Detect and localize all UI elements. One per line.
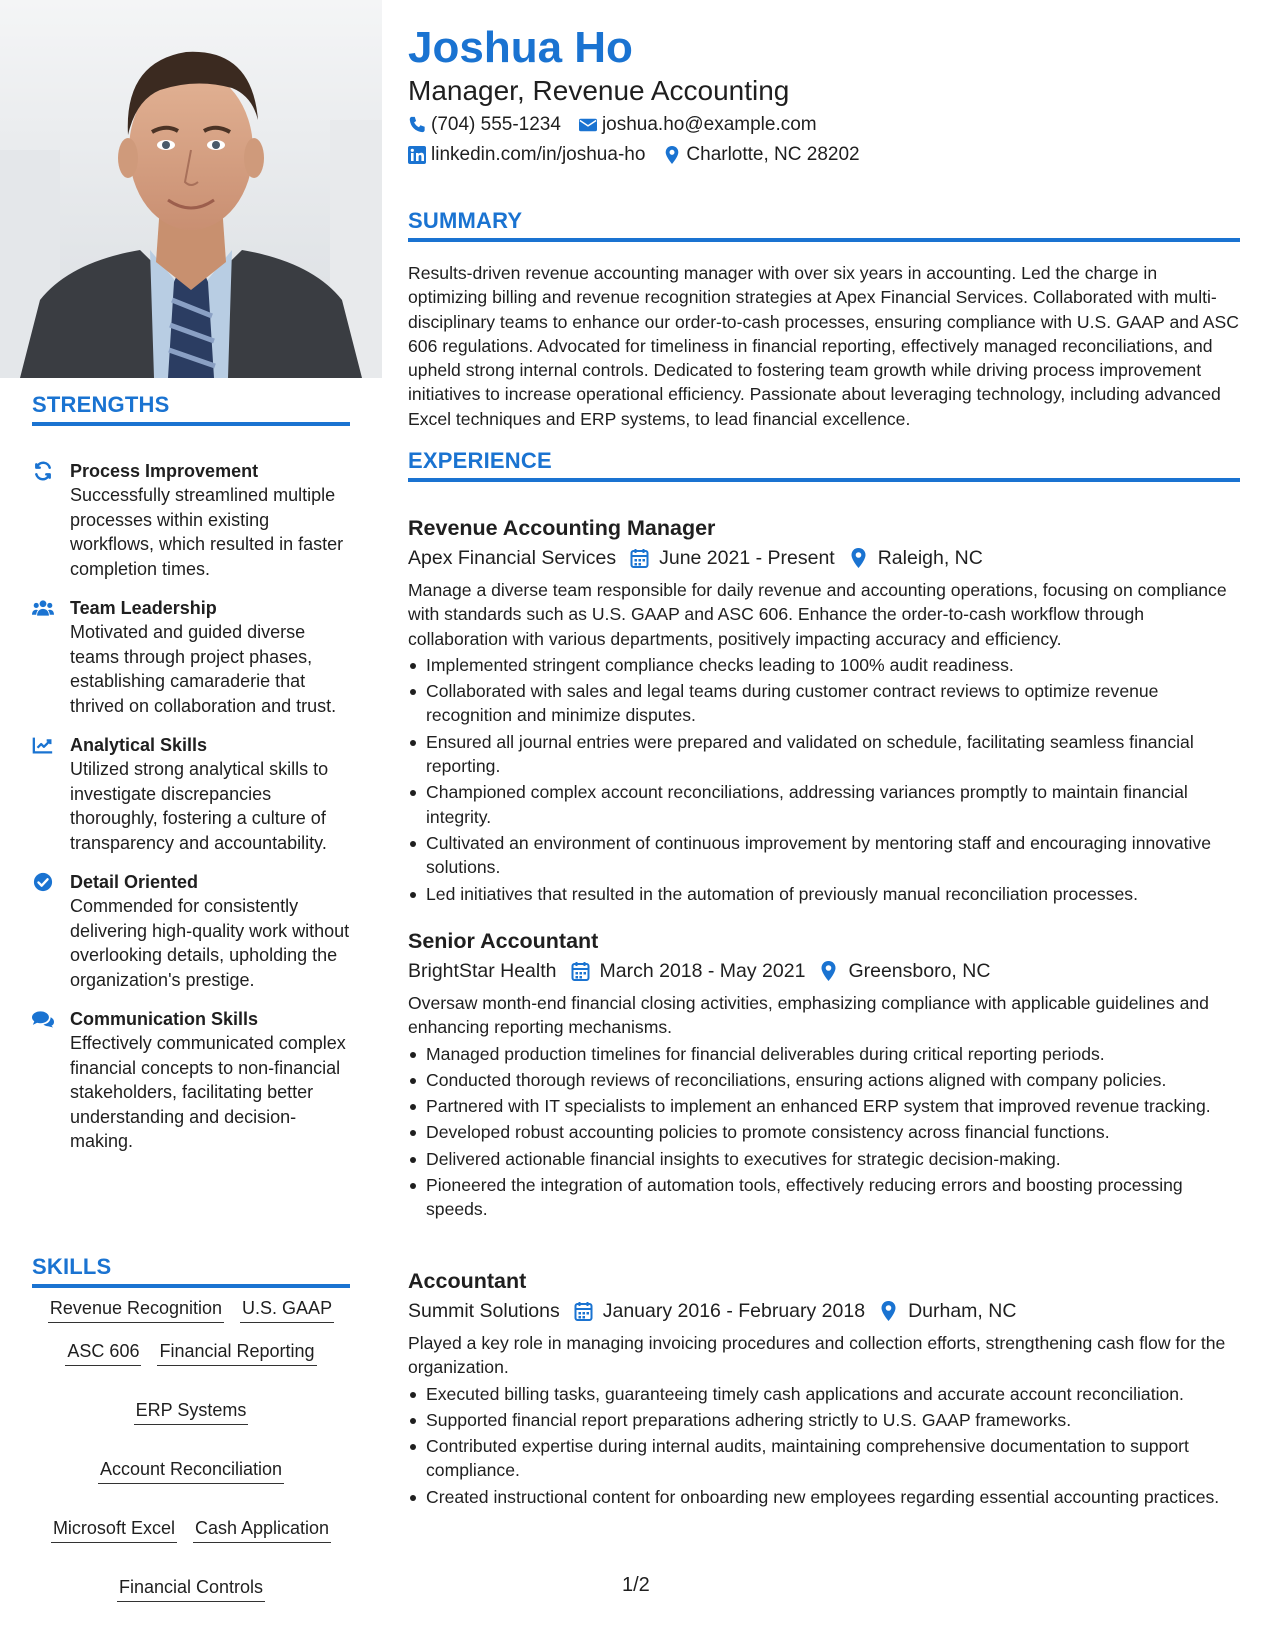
map-pin-icon (805, 961, 848, 981)
strength-item (32, 870, 350, 992)
company-name: Apex Financial Services (408, 547, 617, 569)
strengths-list (32, 459, 350, 1169)
job-bullets (408, 1042, 1240, 1222)
strength-desc: Motivated and guided diverse teams through project phases, establishing camaraderie that thrived on collaboration and trust. (70, 622, 337, 716)
bullet-item: Partnered with IT specialists to implement an enhanced ERP system that improved revenue tracking. (408, 1094, 1240, 1118)
job-description: Manage a diverse team responsible for daily revenue and accounting operations, focusing on compliance with standards such as U.S. GAAP and ASC 606. Enhance the order-to-cash workflow through collaboration with various departments, positively impacting accuracy and efficiency. (408, 580, 1227, 649)
bullet-item: Pioneered the integration of automation tools, effectively reducing errors and boosting processing speeds. (408, 1173, 1240, 1222)
bullet-item: Executed billing tasks, guaranteeing timely cash applications and accurate account reconciliation. (408, 1382, 1240, 1406)
job-description: Played a key role in managing invoicing procedures and collection efforts, strengthening cash flow for the organization. (408, 1333, 1226, 1378)
phone-text: (704) 555-1234 (431, 114, 561, 135)
linkedin-text[interactable]: linkedin.com/in/joshua-ho (431, 144, 646, 165)
strength-desc: Commended for consistently delivering high-quality work without overlooking details, upholding the organization's prestige. (70, 896, 350, 990)
skills-heading: SKILLS (32, 1254, 350, 1288)
job-meta (408, 956, 1240, 986)
bullet-item: Led initiatives that resulted in the automation of previously manual reconciliation processes. (408, 882, 1240, 906)
strength-item (32, 1007, 350, 1154)
profile-photo (0, 0, 382, 378)
job-meta (408, 1296, 1240, 1326)
strength-item (32, 733, 350, 855)
sync-icon (32, 461, 54, 481)
skill-tag: ERP Systems (134, 1398, 249, 1425)
job-meta (408, 543, 1240, 573)
job-dates: June 2021 - Present (659, 547, 835, 569)
job-title: Revenue Accounting Manager (408, 516, 716, 540)
bullet-item: Conducted thorough reviews of reconciliations, ensuring actions aligned with company policies. (408, 1068, 1240, 1092)
location-text: Charlotte, NC 28202 (686, 144, 860, 165)
envelope-icon (579, 116, 597, 134)
map-pin-icon (835, 548, 878, 568)
bullet-item: Supported financial report preparations adhering strictly to U.S. GAAP frameworks. (408, 1408, 1240, 1432)
strength-title: Process Improvement (70, 461, 259, 481)
job-location: Durham, NC (908, 1300, 1017, 1322)
contact-row (408, 143, 860, 167)
calendar-icon (616, 548, 659, 568)
job-dates: March 2018 - May 2021 (599, 960, 806, 982)
candidate-name: Joshua Ho (408, 23, 633, 72)
email-contact[interactable] (579, 113, 817, 137)
comments-icon (32, 1009, 54, 1029)
skill-tag: Revenue Recognition (48, 1296, 224, 1323)
job-location: Greensboro, NC (848, 960, 991, 982)
company-name: Summit Solutions (408, 1300, 560, 1322)
skill-tag: Account Reconciliation (98, 1457, 284, 1484)
contact-row (408, 113, 817, 137)
linkedin-contact[interactable] (408, 143, 645, 167)
job-dates: January 2016 - February 2018 (602, 1300, 866, 1322)
bullet-item: Collaborated with sales and legal teams during customer contract reviews to optimize revenue recognition and minimize disputes. (408, 679, 1240, 728)
strength-item (32, 596, 350, 718)
skill-tag: U.S. GAAP (240, 1296, 334, 1323)
strength-desc: Utilized strong analytical skills to investigate discrepancies thoroughly, fostering a culture of transparency and accountability. (70, 759, 329, 853)
bullet-item: Developed robust accounting policies to promote consistency across financial functions. (408, 1120, 1240, 1144)
bullet-item: Created instructional content for onboarding new employees regarding essential accounting practices. (408, 1485, 1240, 1509)
phone-contact (408, 113, 561, 137)
check-circle-icon (32, 872, 54, 892)
summary-heading: SUMMARY (408, 208, 1240, 242)
skills-list (32, 1296, 350, 1602)
job-title: Senior Accountant (408, 929, 599, 953)
summary-text: Results-driven revenue accounting manager with over six years in accounting. Led the charge in optimizing billing and revenue recognition strategies at Apex Financial Services. Collaborated with multi-disciplinary teams to enhance our order-to-cash processes, ensuring compliance with U.S. GAAP and ASC 606 regulations. Advocated for timeliness in financial reporting, effectively managed reconciliations, and upheld strong internal controls. Dedicated to fostering team growth while driving process improvement initiatives to increase operational efficiency. Passionate about leveraging technology, including advanced Excel techniques and ERP systems, to lead financial excellence. (408, 263, 1239, 429)
experience-item (408, 927, 1240, 1224)
strength-item (32, 459, 350, 581)
bullet-item: Ensured all journal entries were prepared and validated on schedule, facilitating seamless financial reporting. (408, 730, 1240, 779)
phone-icon (408, 116, 426, 134)
job-title: Accountant (408, 1269, 527, 1293)
candidate-role: Manager, Revenue Accounting (408, 75, 790, 106)
skill-tag: Financial Reporting (157, 1339, 316, 1366)
strength-title: Team Leadership (70, 598, 217, 618)
bullet-item: Managed production timelines for financial deliverables during critical reporting periods. (408, 1042, 1240, 1066)
skill-tag: Cash Application (193, 1516, 331, 1543)
job-description: Oversaw month-end financial closing activities, emphasizing compliance with applicable guidelines and enhancing reporting mechanisms. (408, 993, 1209, 1038)
skill-tag: ASC 606 (65, 1339, 141, 1366)
linkedin-icon (408, 146, 426, 164)
job-bullets (408, 1382, 1240, 1509)
bullet-item: Cultivated an environment of continuous improvement by mentoring staff and encouraging innovative solutions. (408, 831, 1240, 880)
sidebar (0, 0, 382, 1650)
chart-line-icon (32, 735, 54, 755)
calendar-icon (557, 961, 600, 981)
job-location: Raleigh, NC (877, 547, 983, 569)
strengths-heading: STRENGTHS (32, 392, 350, 426)
bullet-item: Delivered actionable financial insights to executives for strategic decision-making. (408, 1147, 1240, 1171)
company-name: BrightStar Health (408, 960, 557, 982)
strength-title: Detail Oriented (70, 872, 199, 892)
experience-item (408, 514, 1240, 908)
skill-tag: Financial Controls (117, 1575, 265, 1602)
experience-heading: EXPERIENCE (408, 448, 1240, 482)
strength-title: Analytical Skills (70, 735, 208, 755)
strength-title: Communication Skills (70, 1009, 259, 1029)
users-icon (32, 598, 54, 618)
bullet-item: Implemented stringent compliance checks leading to 100% audit readiness. (408, 653, 1240, 677)
strength-desc: Successfully streamlined multiple processes within existing workflows, which resulted in faster completion times. (70, 485, 344, 579)
map-pin-icon (663, 146, 681, 164)
job-bullets (408, 653, 1240, 906)
email-text[interactable]: joshua.ho@example.com (601, 114, 817, 135)
experience-item (408, 1267, 1240, 1511)
calendar-icon (560, 1301, 603, 1321)
skill-tag: Microsoft Excel (51, 1516, 177, 1543)
bullet-item: Championed complex account reconciliations, addressing variances promptly to maintain financial integrity. (408, 780, 1240, 829)
page-number: 1/2 (622, 1574, 650, 1596)
bullet-item: Contributed expertise during internal audits, maintaining comprehensive documentation to support compliance. (408, 1434, 1240, 1483)
strength-desc: Effectively communicated complex financial concepts to non-financial stakeholders, facilitating better understanding and decision-making. (70, 1033, 346, 1151)
map-pin-icon (865, 1301, 908, 1321)
location-contact (663, 143, 859, 167)
